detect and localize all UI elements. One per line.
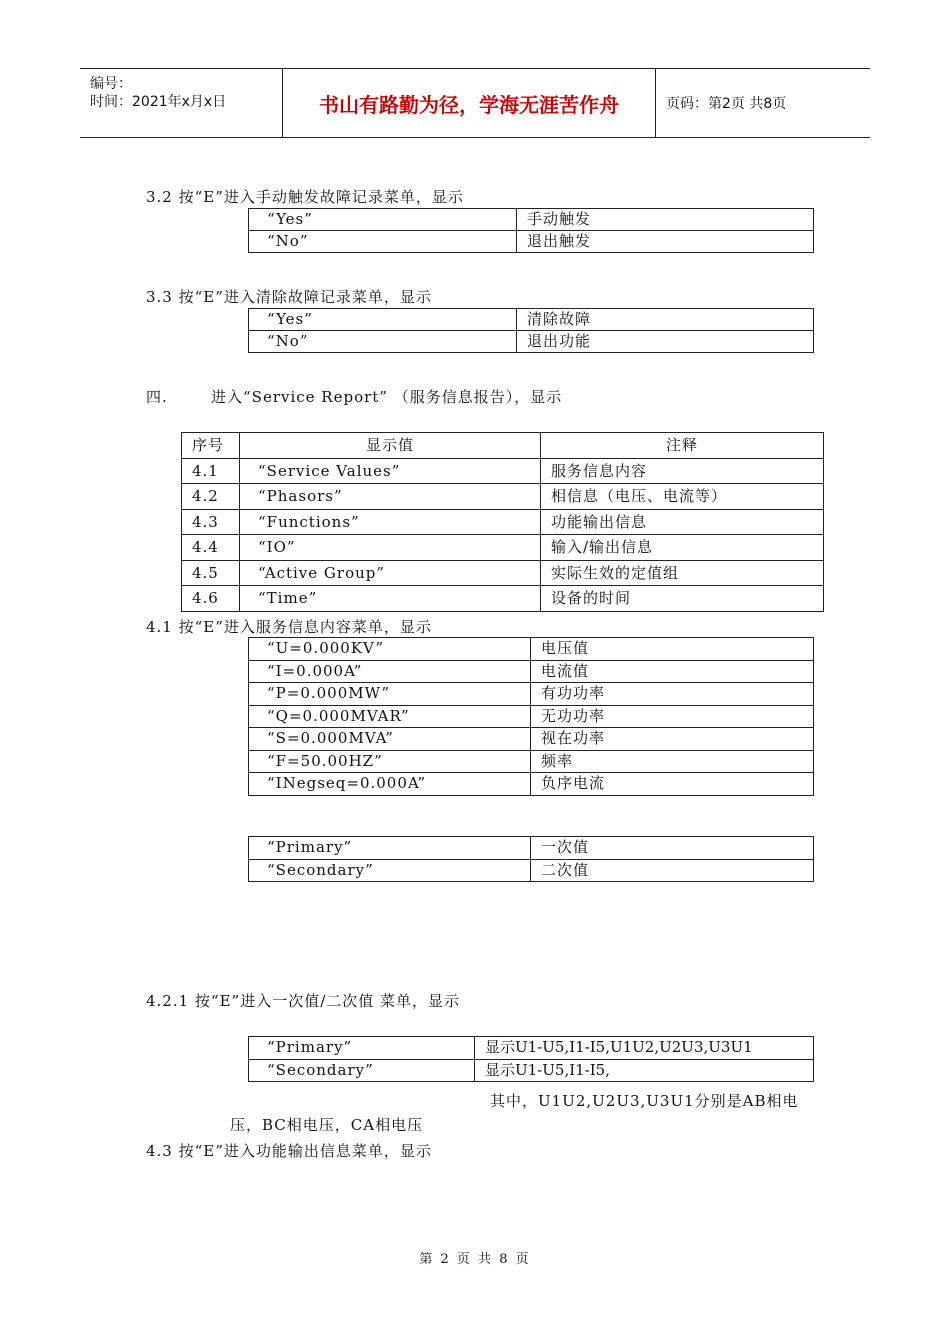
measurement-note: 负序电流	[531, 773, 814, 796]
section-3-3-heading: 3.3 按“E”进入清除故障记录菜单，显示	[146, 288, 432, 306]
measurement-value: “INegseq=0.000A”	[249, 773, 531, 796]
value-type-note: 一次值	[531, 837, 814, 860]
row-display: “Time”	[240, 586, 541, 612]
column-header-index: 序号	[182, 433, 240, 459]
option-note: 退出触发	[517, 231, 814, 253]
measurement-note: 视在功率	[531, 728, 814, 751]
row-index: 4.2	[182, 484, 240, 510]
table-row	[249, 750, 814, 773]
table-row	[249, 638, 814, 661]
row-index: 4.5	[182, 560, 240, 586]
column-header-display: 显示值	[240, 433, 541, 459]
measurement-value: “U=0.000KV”	[249, 638, 531, 661]
table-row	[249, 728, 814, 751]
table-row	[182, 560, 824, 586]
option-note: 退出功能	[517, 331, 814, 353]
option-value: “Yes”	[249, 309, 517, 331]
measurement-value: “I=0.000A”	[249, 660, 531, 683]
table-row	[249, 1037, 814, 1060]
option-value: “No”	[249, 331, 517, 353]
row-note: 服务信息内容	[541, 458, 824, 484]
option-value: “Yes”	[249, 209, 517, 231]
row-index: 4.4	[182, 535, 240, 561]
table-row	[249, 837, 814, 860]
doc-number-label: 编号：	[90, 76, 132, 92]
measurement-value: “Q=0.000MVAR”	[249, 705, 531, 728]
value-type: “Primary”	[249, 1037, 475, 1060]
table-row	[249, 231, 814, 253]
table-row	[249, 660, 814, 683]
option-value: “No”	[249, 231, 517, 253]
row-note: 实际生效的定值组	[541, 560, 824, 586]
value-type: “Secondary”	[249, 1059, 475, 1082]
measurement-note: 电压值	[531, 638, 814, 661]
table-service-values	[248, 637, 814, 796]
measurement-note: 有功功率	[531, 683, 814, 706]
table-row	[249, 209, 814, 231]
page-header	[80, 68, 870, 138]
section-4-heading: 进入“Service Report” （服务信息报告），显示	[211, 388, 563, 406]
table-row	[182, 509, 824, 535]
row-note: 功能输出信息	[541, 509, 824, 535]
section-4-number: 四.	[146, 388, 168, 406]
row-display: “Functions”	[240, 509, 541, 535]
header-motto: 书山有路勤为径，学海无涯苦作舟	[282, 69, 656, 137]
table-row	[182, 484, 824, 510]
row-display: “Active Group”	[240, 560, 541, 586]
value-type-note: 二次值	[531, 859, 814, 882]
table-row	[249, 773, 814, 796]
row-note: 输入/输出信息	[541, 535, 824, 561]
option-note: 清除故障	[517, 309, 814, 331]
table-manual-trigger	[248, 208, 814, 253]
row-display: “Service Values”	[240, 458, 541, 484]
measurement-value: “F=50.00HZ”	[249, 750, 531, 773]
row-index: 4.6	[182, 586, 240, 612]
table-row	[249, 309, 814, 331]
row-note: 设备的时间	[541, 586, 824, 612]
table-primary-secondary-detail	[248, 1036, 814, 1082]
section-4-3-heading: 4.3 按“E”进入功能输出信息菜单，显示	[146, 1142, 432, 1160]
note-line-1: 其中，U1U2,U2U3,U3U1分别是AB相电	[490, 1092, 799, 1110]
row-note: 相信息（电压、电流等）	[541, 484, 824, 510]
value-type: “Secondary”	[249, 859, 531, 882]
value-type-note: 显示U1-U5,I1-I5,U1U2,U2U3,U3U1	[475, 1037, 814, 1060]
table-primary-secondary	[248, 836, 814, 882]
doc-date: 时间：2021年x月x日	[90, 94, 227, 110]
row-index: 4.1	[182, 458, 240, 484]
measurement-note: 电流值	[531, 660, 814, 683]
row-display: “Phasors”	[240, 484, 541, 510]
value-type-note: 显示U1-U5,I1-I5,	[475, 1059, 814, 1082]
measurement-note: 频率	[531, 750, 814, 773]
table-row	[249, 1059, 814, 1082]
table-row	[249, 683, 814, 706]
table-row	[249, 705, 814, 728]
row-index: 4.3	[182, 509, 240, 535]
option-note: 手动触发	[517, 209, 814, 231]
table-row	[182, 535, 824, 561]
table-service-report	[181, 432, 824, 612]
table-header-row	[182, 433, 824, 459]
measurement-value: “S=0.000MVA”	[249, 728, 531, 751]
value-type: “Primary”	[249, 837, 531, 860]
section-4-2-1-heading: 4.2.1 按“E”进入一次值/二次值 菜单，显示	[146, 992, 461, 1010]
measurement-note: 无功功率	[531, 705, 814, 728]
page-footer: 第 2 页 共 8 页	[419, 1252, 531, 1267]
table-clear-fault	[248, 308, 814, 353]
header-meta	[80, 69, 282, 137]
row-display: “IO”	[240, 535, 541, 561]
measurement-value: “P=0.000MW”	[249, 683, 531, 706]
table-row	[249, 331, 814, 353]
section-3-2-heading: 3.2 按“E”进入手动触发故障记录菜单，显示	[146, 188, 464, 206]
header-page-info: 页码：第2页 共8页	[666, 96, 787, 112]
table-row	[182, 586, 824, 612]
section-4-1-heading: 4.1 按“E”进入服务信息内容菜单，显示	[146, 618, 432, 636]
note-line-2: 压，BC相电压，CA相电压	[230, 1116, 424, 1134]
table-row	[249, 859, 814, 882]
table-row	[182, 458, 824, 484]
column-header-note: 注释	[541, 433, 824, 459]
